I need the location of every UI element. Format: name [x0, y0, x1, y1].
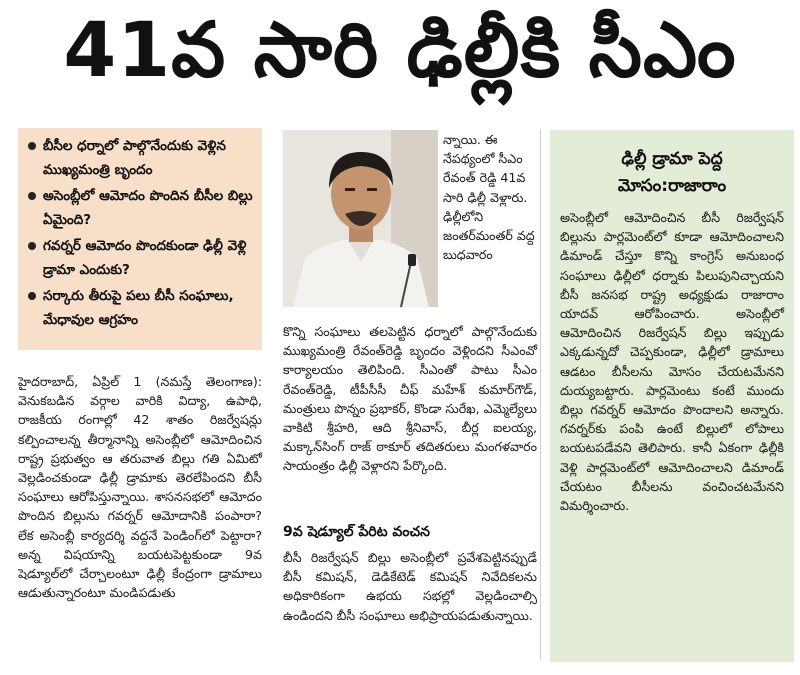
sidebar-title-line1: ఢిల్లీ డ్రామా పెద్ద: [621, 149, 723, 169]
article-mid-top-column: న్నాయి. ఈ నేపథ్యంలో సీఎం రేవంత్ రెడ్డి 41వ సారి ఢిల్లీ వెళ్లారు. ఢిల్లీలోని జంతర్‌మంతర్ వద్ద బుధవారం: [443, 132, 535, 263]
chief-minister-photo: [283, 130, 438, 307]
highlight-item: [28, 284, 254, 332]
bullet-icon: [28, 242, 36, 250]
article-mid-column: కొన్ని సంఘాలు తలపెట్టిన ధర్నాలో పాల్గొనేందుకు ముఖ్యమంత్రి రేవంత్‌రెడ్డి బృందం వెళ్లిందని సీఎంవో కార్యాలయం తెలిపింది. సీఎంతో పాటు సీఎం రేవంత్‌రెడ్డి, టీపీసీసీ చీఫ్ మహేశ్ కుమార్‌గౌడ్, మంత్రులు పొన్నం ప్రభాకర్, కొండా సురేఖ, ఎమ్మెల్యేలు వాకిటి శ్రీహరి, ఆది శ్రీనివాస్, బీర్ల ఐలయ్య, మక్కాన్‌సింగ్ రాజ్ ఠాకూర్ తదితరులు మంగళవారం సాయంత్రం ఢిల్లీ వెళ్లారని పేర్కొంది.: [283, 324, 537, 474]
highlight-item: [28, 234, 254, 282]
portrait-image: [283, 130, 438, 307]
column-divider: [540, 130, 541, 660]
sidebar-title-line2: మోసం:రాజారాం: [617, 176, 727, 196]
sidebar-title: [560, 146, 784, 200]
highlight-text: గవర్నర్ ఆమోదం పొందకుండా ఢిల్లీ వెళ్లి డ్రామా ఎందుకు?: [43, 238, 247, 278]
highlight-item: [28, 184, 254, 232]
highlight-text: సర్కారు తీరుపై పలు బీసీ సంఘాలు, మేధావుల ఆగ్రహం: [43, 288, 234, 328]
article-mid-bottom-column: బీసీ రిజర్వేషన్ బిల్లు అసెంబ్లీలో ప్రవేశపెట్టినప్పుడే బీసీ కమిషన్, డెడికేటెడ్ కమిషన్ నివేదికలను అధికారికంగా ఉభయ సభల్లో వెల్లడించాల్సి ఉండిందని బీసీ సంఘాలు అభిప్రాయపడుతున్నాయి.: [283, 550, 537, 623]
highlight-text: బీసీల ధర్నాలో పాల్గొనేందుకు వెళ్లిన ముఖ్యమంత్రి బృందం: [43, 138, 226, 178]
article-left-column: హైదరాబాద్, ఏప్రిల్ 1 (నమస్తే తెలంగాణ): వెనుకబడిన వర్గాల వారికి విద్యా, ఉపాధి, రాజకీయ రంగాల్లో 42 శాతం రిజర్వేషన్లు కల్పించాలన్న తీర్మానాన్ని అసెంబ్లీలో ఆమోదించిన రాష్ట్ర ప్రభుత్వం ఆ తరువాత బిల్లు గతి ఏమిటో వెల్లడించకుండా ఢిల్లీ డ్రామాకు తెరలేపిందని బీసీ సంఘాలు ఆరోపిస్తున్నాయి. శాసనసభలో ఆమోదం పొందిన బిల్లును గవర్నర్ ఆమోదానికి పంపారా? లేక అసెంబ్లీ కార్యదర్శి వద్దనే పెండింగ్‌లో పెట్టారా? అన్న విషయాన్ని బయటపెట్టకుండా 9వ షెడ్యూల్‌లో చేర్చాలంటూ ఢిల్లీ కేంద్రంగా డ్రామాలు ఆడుతున్నారంటూ మండిపడుతు: [18, 374, 262, 601]
section-subhead: 9వ షెడ్యూల్ పేరిట వంచన: [283, 524, 430, 540]
bullet-icon: [28, 292, 36, 300]
highlight-item: [28, 134, 254, 182]
highlights-box: [18, 128, 262, 350]
bullet-icon: [28, 142, 36, 150]
headline: 41వ సారి ఢిల్లీకి సీఎం: [63, 5, 737, 94]
sidebar-text: అసెంబ్లీలో ఆమోదించిన బీసీ రిజర్వేషన్ బిల్లును పార్లమెంట్‌లో కూడా ఆమోదించాలని డిమాండ్ చేస్తూ కొన్ని కాంగ్రెస్ అనుబంధ సంఘాలు ఢిల్లీలో ధర్నాకు పిలుపునిచ్చాయని బీసీ జనసభ రాష్ట్ర అధ్యక్షుడు రాజారాం యాదవ్ ఆరోపించారు. అసెంబ్లీలో ఆమోదించిన రిజర్వేషన్ బిల్లు ఇప్పుడు ఎక్కడున్నదో చెప్పకుండా, ఢిల్లీలో డ్రామాలు ఆడటం బీసీలను మోసం చేయటమేనని దుయ్యబట్టారు. పార్లమెంటు కంటే ముందు బిల్లు గవర్నర్ ఆమోదం పొందాలని అన్నారు. గవర్నర్‌కు పంపి ఉంటే బిల్లులో లోపాలు బయటపడేవని తెలిపారు. కానీ ఏకంగా ఢిల్లీకి వెళ్లి పార్లమెంట్‌లో ఆమోదించాలని డిమాండ్ చేయటం బీసీలను వంచించటమేనని విమర్శించారు.: [560, 210, 784, 514]
sidebar-box: [550, 130, 794, 662]
highlight-text: అసెంబ్లీలో ఆమోదం పొందిన బీసీల బిల్లు ఏమైంది?: [43, 188, 253, 228]
bullet-icon: [28, 192, 36, 200]
